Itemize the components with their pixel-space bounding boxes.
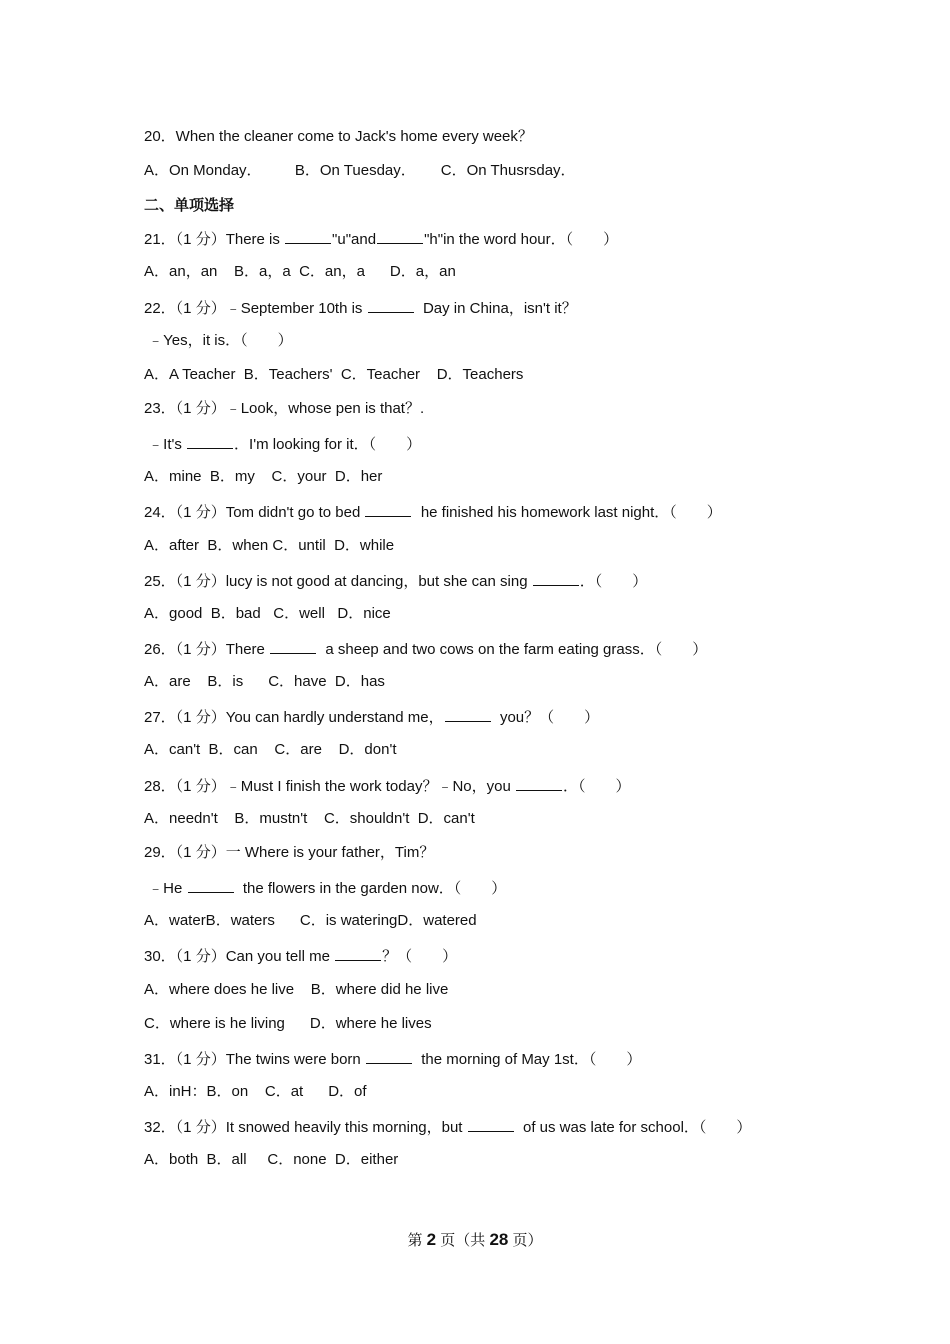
line-text: 26．（1 分）There bbox=[144, 641, 270, 658]
text-line bbox=[144, 297, 577, 319]
text-line bbox=[144, 809, 475, 829]
line-text: A．can't B．can C．are D．don't bbox=[144, 741, 397, 758]
line-text: A．A Teacher B．Teachers' C．Teacher D．Teachers bbox=[144, 366, 524, 383]
answer-blank bbox=[188, 877, 234, 893]
text-line bbox=[144, 775, 630, 797]
line-text: of us was late for school．（ ） bbox=[514, 1119, 752, 1136]
answer-blank bbox=[377, 228, 423, 244]
answer-blank bbox=[285, 228, 331, 244]
text-line bbox=[144, 127, 533, 147]
line-text: ﹣Yes，it is．（ ） bbox=[144, 332, 293, 349]
answer-blank bbox=[516, 775, 562, 791]
line-text: he finished his homework last night．（ ） bbox=[412, 504, 722, 521]
text-line bbox=[144, 501, 722, 523]
line-text: A．are B．is C．have D．has bbox=[144, 673, 385, 690]
line-text: 24．（1 分）Tom didn't go to bed bbox=[144, 504, 365, 521]
answer-blank bbox=[335, 945, 381, 961]
footer-page-number: 2 bbox=[426, 1230, 437, 1249]
footer-middle: 页（共 bbox=[436, 1232, 490, 1249]
line-text: "h"in the word hour．（ ） bbox=[424, 231, 619, 248]
line-text: 31．（1 分）The twins were born bbox=[144, 1051, 365, 1068]
text-line bbox=[144, 1014, 432, 1034]
footer-total-pages: 28 bbox=[489, 1230, 509, 1249]
text-line bbox=[144, 843, 434, 863]
line-text: A．waterB．waters C．is wateringD．watered bbox=[144, 912, 477, 929]
line-text: you？（ ） bbox=[491, 709, 600, 726]
line-text: ．（ ） bbox=[562, 778, 631, 795]
text-line bbox=[144, 536, 394, 556]
text-line bbox=[144, 1116, 751, 1138]
answer-blank bbox=[533, 570, 579, 586]
line-text: A．On Monday． B．On Tuesday． C．On Thusrsday． bbox=[144, 162, 576, 179]
text-line bbox=[144, 1082, 367, 1102]
line-text: the morning of May 1st．（ ） bbox=[412, 1051, 642, 1068]
text-line bbox=[144, 161, 576, 181]
text-line bbox=[144, 877, 506, 899]
line-text: A．after B．when C．until D．while bbox=[144, 537, 395, 554]
line-text: 28．（1 分）﹣Must I finish the work today？﹣No，you bbox=[144, 778, 515, 795]
line-text: 二、单项选择 bbox=[144, 196, 235, 214]
line-text: A．an，an B．a，a C．an，a D．a，an bbox=[144, 263, 456, 280]
line-text: ﹣It's bbox=[144, 436, 187, 453]
text-line bbox=[144, 331, 293, 351]
line-text: A．inH：B．on C．at D．of bbox=[144, 1083, 367, 1100]
text-line bbox=[144, 740, 397, 760]
line-text: Day in China，isn't it？ bbox=[414, 300, 577, 317]
line-text: 25．（1 分）lucy is not good at dancing，but she can sing bbox=[144, 573, 532, 590]
line-text: 32．（1 分）It snowed heavily this morning，but bbox=[144, 1119, 467, 1136]
footer-prefix: 第 bbox=[407, 1232, 427, 1249]
text-line bbox=[144, 262, 456, 282]
line-text: "u"and bbox=[332, 231, 377, 248]
line-text: a sheep and two cows on the farm eating grass．（ ） bbox=[317, 641, 708, 658]
text-line bbox=[144, 467, 382, 487]
answer-blank bbox=[366, 1048, 412, 1064]
text-line bbox=[144, 228, 618, 250]
text-line bbox=[144, 570, 647, 592]
answer-blank bbox=[270, 638, 316, 654]
text-line bbox=[144, 433, 421, 455]
answer-blank bbox=[365, 501, 411, 517]
line-text: 30．（1 分）Can you tell me bbox=[144, 948, 335, 965]
line-text: ．（ ） bbox=[579, 573, 648, 590]
line-text: A．where does he live B．where did he live bbox=[144, 981, 449, 998]
text-line bbox=[144, 980, 448, 1000]
text-line bbox=[144, 638, 707, 660]
line-text: A．mine B．my C．your D．her bbox=[144, 468, 383, 485]
line-text: 20．When the cleaner come to Jack's home every week？ bbox=[144, 128, 533, 145]
line-text: 27．（1 分）You can hardly understand me， bbox=[144, 709, 444, 726]
line-text: ﹣He bbox=[144, 880, 187, 897]
answer-blank bbox=[368, 297, 414, 313]
text-line bbox=[144, 365, 523, 385]
line-text: A．both B．all C．none D．either bbox=[144, 1151, 399, 1168]
answer-blank bbox=[187, 433, 233, 449]
text-line bbox=[144, 945, 457, 967]
text-line bbox=[144, 706, 599, 728]
text-line bbox=[144, 1048, 641, 1070]
text-line bbox=[144, 672, 385, 692]
line-text: the flowers in the garden now．（ ） bbox=[234, 880, 507, 897]
line-text: 22．（1 分）﹣September 10th is bbox=[144, 300, 367, 317]
text-line bbox=[144, 1150, 398, 1170]
line-text: 21．（1 分）There is bbox=[144, 231, 285, 248]
line-text: 23．（1 分）﹣Look，whose pen is that？. bbox=[144, 400, 425, 417]
text-line bbox=[144, 604, 391, 624]
line-text: ．I'm looking for it．（ ） bbox=[234, 436, 422, 453]
text-line bbox=[144, 911, 477, 931]
footer-suffix: 页） bbox=[508, 1232, 543, 1249]
answer-blank bbox=[445, 706, 491, 722]
line-text: A．good B．bad C．well D．nice bbox=[144, 605, 391, 622]
section-heading bbox=[144, 195, 234, 215]
page-footer bbox=[0, 1229, 950, 1250]
line-text: C．where is he living D．where he lives bbox=[144, 1015, 432, 1032]
line-text: ？（ ） bbox=[382, 948, 458, 965]
line-text: 29．（1 分）一 Where is your father，Tim？ bbox=[144, 844, 435, 861]
text-line bbox=[144, 399, 424, 419]
answer-blank bbox=[468, 1116, 514, 1132]
line-text: A．needn't B．mustn't C．shouldn't D．can't bbox=[144, 810, 475, 827]
